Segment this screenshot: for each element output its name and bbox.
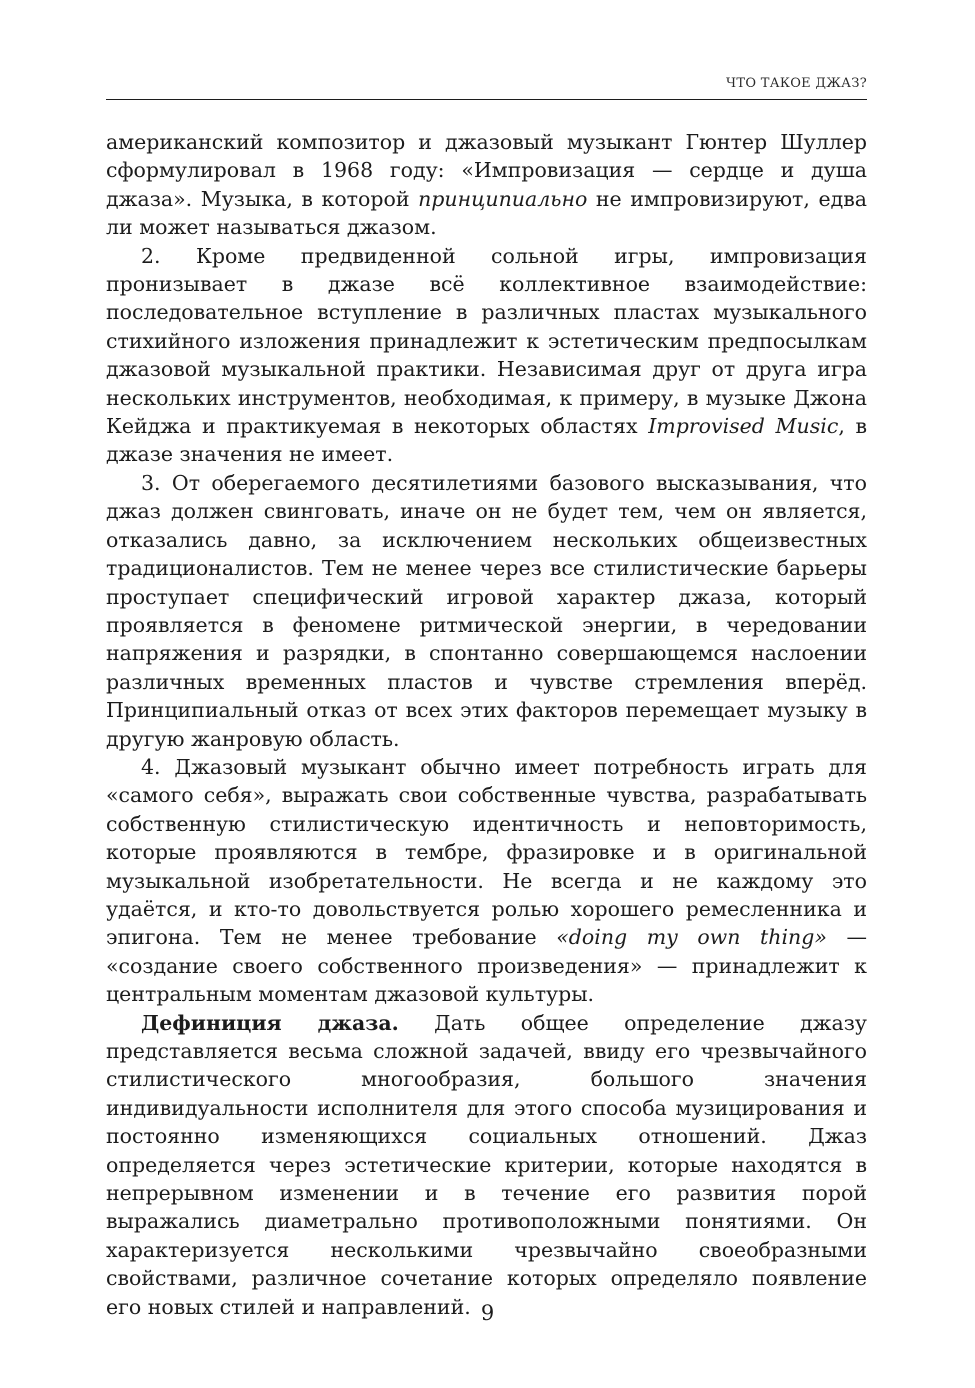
paragraph-continuation — [106, 128, 867, 242]
paragraph-point-4 — [106, 753, 867, 1009]
section-term-heading: Дефиниция джаза. — [141, 1010, 399, 1035]
paragraph-text: 4. Джазовый музыкант обычно имеет потребность играть для «самого себя», выражать свои собственные чувства, разрабатывать собственную стилистическую идентичность и неповторимость, которые проявляются в тембре, фразировке и в оригинальной музыкальной изобретательности. Не всегда и не каждому это удаётся, и кто-то довольствуется ролью хорошего ремесленника и эпигона. Тем не менее требование — [106, 754, 867, 950]
paragraph-text: 2. Кроме предвиденной сольной игры, импровизация пронизывает в джазе всё коллективное взаимодействие: последовательное вступление в различных пластах музыкального стихийного изложения принадлежит к эстетическим предпосылкам джазовой музыкальной практики. Независимая друг от друга игра нескольких инструментов, необходимая, к примеру, в музыке Джона Кейджа и практикуемая в некоторых областях — [106, 243, 867, 439]
paragraph-definition — [106, 1009, 867, 1321]
paragraph-text: — «создание своего собственного произведения» — принадлежит к центральным моментам джазовой культуры. — [106, 925, 867, 1007]
emphasis-text: Improvised Music — [648, 414, 839, 439]
paragraph-point-2 — [106, 242, 867, 469]
paragraph-text: Дать общее определение джазу представляется весьма сложной задачей, ввиду его чрезвычайного стилистического многообразия, большого значения индивидуальности исполнителя для этого способа музицирования и постоянно изменяющихся социальных отношений. Джаз определяется через эстетические критерии, которые находятся в непрерывном изменении и в течение его развития порой выражались диаметрально противоположными понятиями. Он характеризуется несколькими чрезвычайно своеобразными свойствами, различное сочетание которых определяло появление его новых стилей и направлений. — [106, 1010, 867, 1319]
paragraph-text: , в джазе значения не имеет. — [106, 414, 868, 467]
page-number: 9 — [480, 1301, 495, 1325]
emphasis-text: принципиально — [418, 186, 588, 211]
paragraph-text: американский композитор и джазовый музыкант Гюнтер Шуллер сформулировал в 1968 году: «Импровизация — сердце и душа джаза». Музыка, в которой — [106, 130, 867, 211]
paragraph-text: не импровизируют, едва ли может называться джазом. — [106, 186, 867, 240]
body-text — [106, 128, 867, 1321]
paragraph-point-3 — [106, 469, 867, 753]
running-header: ЧТО ТАКОЕ ДЖАЗ? — [106, 76, 867, 100]
emphasis-text: «doing my own thing» — [556, 925, 827, 950]
paragraph-text: 3. От оберегаемого десятилетиями базового высказывания, что джаз должен свинговать, иначе он не будет тем, чем он является, отказались давно, за исключением нескольких общеизвестных традиционалистов. Тем не менее через все стилистические барьеры проступает специфический игровой характер джаза, который проявляется в феномене ритмической энергии, в чередовании напряжения и разрядки, в спонтанно совершающемся наслоении различных временных пластов и чувстве стремления вперёд. Принципиальный отказ от всех этих факторов перемещает музыку в другую жанровую область. — [106, 470, 867, 751]
